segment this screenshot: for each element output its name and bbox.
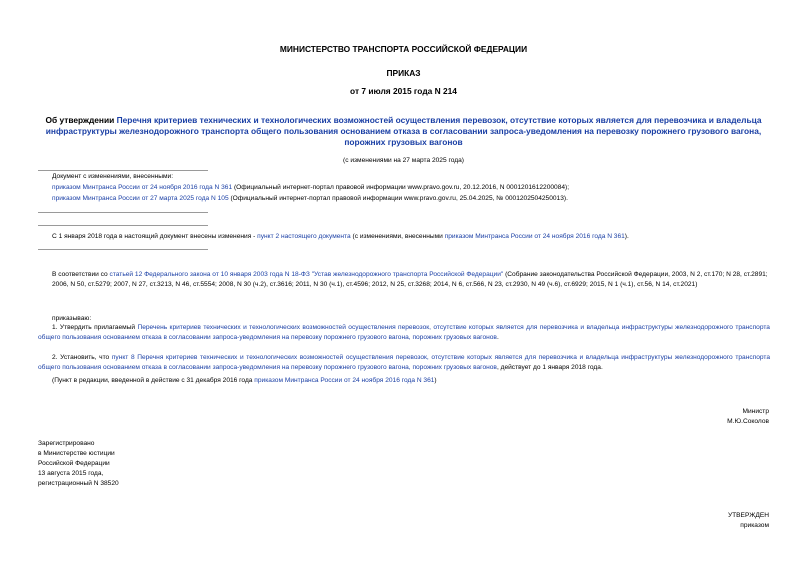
signature-block <box>727 407 769 427</box>
divider <box>38 170 208 171</box>
registration-line: регистрационный N 38520 <box>38 479 119 487</box>
effective-note <box>52 233 772 242</box>
registration-line: Зарегистрировано <box>38 440 95 447</box>
approved-block <box>728 511 769 531</box>
change-item <box>52 194 772 204</box>
item-1-list-link[interactable]: Перечень критериев технических и технологических возможностей осуществления перевозок, отсутствие которых является для перевозчика и владельца инфраструктуры железнодорожного транспорта общего пользования основанием отказа в согласовании запроса-уведомления на перевозку порожнего грузового вагона, порожних грузовых вагонов <box>38 324 770 341</box>
order-title-link[interactable]: Перечня критериев технических и технологических возможностей осуществления перевозок, отсутствие которых является для перевозчика и владельца инфраструктуры железнодорожного транспорта общего пользования основанием отказа в согласовании запроса-уведомления на перевозку порожнего грузового вагона, порожних грузовых вагонов <box>45 115 762 148</box>
signature-position: Министр <box>742 408 769 415</box>
order-title <box>32 115 775 149</box>
registration-line: в Министерстве юстиции <box>38 449 115 457</box>
divider <box>38 249 208 250</box>
signature-name: М.Ю.Соколов <box>727 417 769 425</box>
item-2-note <box>52 377 437 386</box>
divider <box>38 212 208 213</box>
registration-block <box>38 439 119 488</box>
preamble-text: (Собрание законодательства Российской Федерации, 2003, N 2, ст.170; N 28, ст.2891; 2006, N 50, ст.5279; 2007, N 27, ст.3213, N 46, ст.5554; 2008, N 30 (ч.2), ст.3616; 2011, N 30 (ч.1), ст.4596; 2012, N 25, ст.3268; 2014, N 6, ст.566, N 23, ст.2930, N 49 (ч.6), ст.6929; 2015, N 1 (ч.1), ст.56, N 14, ст.2021) <box>52 271 768 288</box>
registration-line: 13 августа 2015 года, <box>38 469 104 477</box>
effective-note-link-item2[interactable]: пункт 2 настоящего документа <box>257 233 351 240</box>
preamble <box>52 270 770 290</box>
change-item-link[interactable]: приказом Минтранса России от 27 марта 2025 года N 105 <box>52 194 229 202</box>
divider <box>38 225 208 226</box>
change-item <box>52 183 772 193</box>
effective-note-text: (с изменениями, внесенными <box>350 233 445 240</box>
item-2-point8-link[interactable]: пункт 8 Перечня критериев технических и технологических возможностей осуществления перевозок, отсутствие которых является для перевозчика и владельца инфраструктуры железнодорожного транспорта общего пользования основанием отказа в согласовании запроса-уведомления на перевозку порожнего грузового вагона, порожних грузовых вагонов <box>38 354 771 371</box>
item-2-note-text: ) <box>434 377 437 384</box>
item-2-text: , действует до 1 января 2018 года. <box>496 363 603 371</box>
item-2-note-link[interactable]: приказом Минтранса России от 24 ноября 2016 года N 361 <box>254 377 435 384</box>
changes-intro: Документ с изменениями, внесенными: <box>52 173 174 180</box>
effective-note-link-order361[interactable]: приказом Минтранса России от 24 ноября 2016 года N 361 <box>444 233 625 240</box>
change-item-source: (Официальный интернет-портал правовой информации www.pravo.gov.ru, 20.12.2016, N 0001201612200084); <box>232 183 570 191</box>
edition-note: (с изменениями на 27 марта 2025 года) <box>343 157 464 164</box>
effective-note-text: ). <box>624 233 629 240</box>
approved-by: приказом <box>740 521 769 529</box>
item-1-text: 1. Утвердить прилагаемый <box>52 324 138 331</box>
item-1-text: . <box>496 333 499 341</box>
order-item-2 <box>38 353 770 373</box>
preamble-text: В соответствии со <box>52 271 110 278</box>
order-date: от 7 июля 2015 года N 214 <box>350 86 457 96</box>
change-item-source: (Официальный интернет-портал правовой информации www.pravo.gov.ru, 25.04.2025, № 0001202504250013). <box>228 194 568 202</box>
changes-block <box>52 172 772 205</box>
approved-title: УТВЕРЖДЕН <box>727 512 769 519</box>
item-2-note-text: (Пункт в редакции, введенной в действие с 31 декабря 2016 года <box>52 377 255 384</box>
order-label: ПРИКАЗ <box>386 68 421 78</box>
item-2-text: 2. Установить, что <box>52 354 112 361</box>
order-item-1 <box>38 323 770 343</box>
effective-note-text: С 1 января 2018 года в настоящий документ внесены изменения - <box>52 233 258 240</box>
change-item-link[interactable]: приказом Минтранса России от 24 ноября 2016 года N 361 <box>52 183 233 191</box>
decree-word: приказываю: <box>52 315 92 322</box>
ministry-header: МИНИСТЕРСТВО ТРАНСПОРТА РОССИЙСКОЙ ФЕДЕРАЦИИ <box>279 44 528 54</box>
order-title-prefix: Об утверждении <box>45 115 117 125</box>
registration-line: Российской Федерации <box>38 459 110 467</box>
preamble-law-link[interactable]: статьей 12 Федерального закона от 10 января 2003 года N 18-ФЗ "Устав железнодорожного транспорта Российской Федерации" <box>109 271 504 278</box>
